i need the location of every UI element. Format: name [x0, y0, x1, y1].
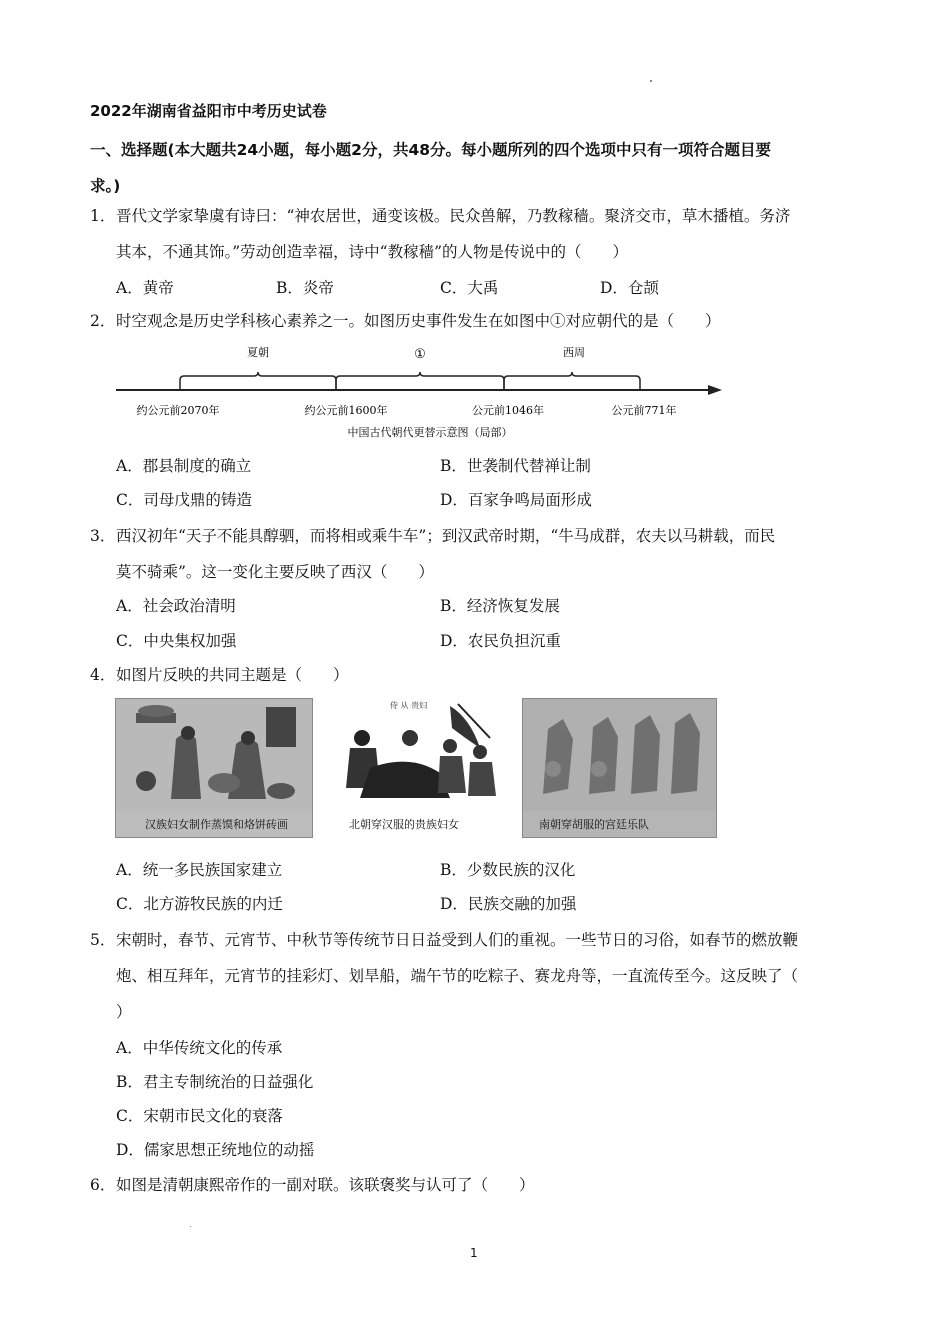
- speck-mark: [190, 1226, 191, 1227]
- option-d: D．百家争鸣局面形成: [440, 491, 592, 509]
- option-d: D．民族交融的加强: [440, 895, 577, 913]
- label-xia: 夏朝: [247, 346, 269, 359]
- question-text: 时空观念是历史学科核心素养之一。如图历史事件发生在如图中①对应朝代的是（ ）: [116, 312, 721, 330]
- question-5-line2: 炮、相互拜年，元宵节的挂彩灯、划旱船，端午节的吃粽子、赛龙舟等，一直流传至今。这反映了（: [116, 967, 799, 985]
- section-heading-line1: 一、选择题(本大题共24小题，每小题2分，共48分。每小题所列的四个选项中只有一项符合题目要: [90, 141, 772, 159]
- court-band-illustration: [523, 699, 716, 811]
- arrow-head-icon: [708, 385, 722, 395]
- question-number: 6．: [90, 1176, 116, 1194]
- option-c: C．中央集权加强: [116, 632, 237, 650]
- question-1: [90, 198, 880, 234]
- caption-noble-woman: 北朝穿汉服的贵族妇女: [349, 818, 459, 831]
- brace-1: [336, 372, 504, 390]
- question-4-pictures: [115, 698, 715, 838]
- option-c: C．宋朝市民文化的衰落: [116, 1107, 283, 1125]
- option-c: C．司母戊鼎的铸造: [116, 491, 252, 509]
- question-number: 3．: [90, 527, 116, 545]
- question-3-line2: 莫不骑乘”。这一变化主要反映了西汉（ ）: [116, 563, 434, 581]
- option-c: C．北方游牧民族的内迁: [116, 895, 283, 913]
- question-number: 5．: [90, 931, 116, 949]
- question-2: [90, 303, 880, 339]
- label-xizhou: 西周: [563, 346, 585, 359]
- question-3: [90, 518, 880, 554]
- question-text: 宋朝时，春节、元宵节、中秋节等传统节日日益受到人们的重视。一些节日的习俗，如春节的燃放鞭: [116, 931, 799, 949]
- option-a: A．中华传统文化的传承: [116, 1039, 283, 1057]
- question-4: [90, 657, 880, 693]
- option-b: B．经济恢复发展: [440, 597, 560, 615]
- section-heading: [90, 132, 880, 204]
- svg-text:侍 从 贵妇: 侍 从 贵妇: [390, 701, 428, 710]
- option-b: B．炎帝: [276, 279, 334, 297]
- option-a: A．黄帝: [116, 279, 174, 297]
- question-text: 如图是清朝康熙帝作的一副对联。该联褒奖与认可了（ ）: [116, 1176, 535, 1194]
- brick-painting-illustration: [116, 699, 312, 811]
- option-d: D．农民负担沉重: [440, 632, 561, 650]
- speck-mark: [650, 80, 652, 82]
- question-number: 2．: [90, 312, 116, 330]
- page-number: 1: [470, 1246, 478, 1260]
- option-a: A．社会政治清明: [116, 597, 236, 615]
- section-heading-line2: 求。): [90, 177, 121, 195]
- option-b: B．君主专制统治的日益强化: [116, 1073, 314, 1091]
- option-a: A．郡县制度的确立: [116, 457, 252, 475]
- question-1-line2: 其本，不通其饰。”劳动创造幸福，诗中“教稼穑”的人物是传说中的（ ）: [116, 243, 629, 261]
- option-c: C．大禹: [440, 279, 499, 297]
- question-number: 1．: [90, 207, 116, 225]
- timeline-svg: [108, 340, 738, 440]
- noble-woman-illustration: [340, 698, 506, 810]
- timeline-caption: 中国古代朝代更替示意图（局部）: [347, 426, 513, 439]
- caption-court-band: 南朝穿胡服的宫廷乐队: [539, 818, 649, 831]
- date-2070: 约公元前2070年: [136, 404, 220, 417]
- question-5-line3: ）: [116, 1003, 132, 1021]
- date-771: 公元前771年: [611, 404, 677, 417]
- date-1600: 约公元前1600年: [304, 404, 388, 417]
- option-d: D．儒家思想正统地位的动摇: [116, 1141, 315, 1159]
- question-text: 西汉初年“天子不能具醇驷，而将相或乘牛车”；到汉武帝时期，“牛马成群，农夫以马耕载，而民: [116, 527, 776, 545]
- question-number: 4．: [90, 666, 116, 684]
- label-1: ①: [414, 347, 426, 362]
- question-6: [90, 1167, 880, 1203]
- brace-xia: [180, 372, 336, 390]
- question-text: 如图片反映的共同主题是（ ）: [116, 666, 349, 684]
- option-d: D．仓颉: [600, 279, 659, 297]
- question-text: 晋代文学家挚虞有诗曰：“神农居世，通变该极。民众兽解，乃教稼穑。聚济交市，草木播植。务济: [116, 207, 791, 225]
- option-a: A．统一多民族国家建立: [116, 861, 283, 879]
- date-1046: 公元前1046年: [472, 404, 544, 417]
- option-b: B．少数民族的汉化: [440, 861, 576, 879]
- dynasty-timeline-figure: [108, 340, 738, 440]
- brace-xizhou: [504, 372, 640, 390]
- page-title: 2022年湖南省益阳市中考历史试卷: [90, 102, 327, 120]
- option-b: B．世袭制代替禅让制: [440, 457, 591, 475]
- caption-brick-painting: 汉族妇女制作蒸馍和烙饼砖画: [145, 818, 288, 831]
- question-5: [90, 922, 880, 958]
